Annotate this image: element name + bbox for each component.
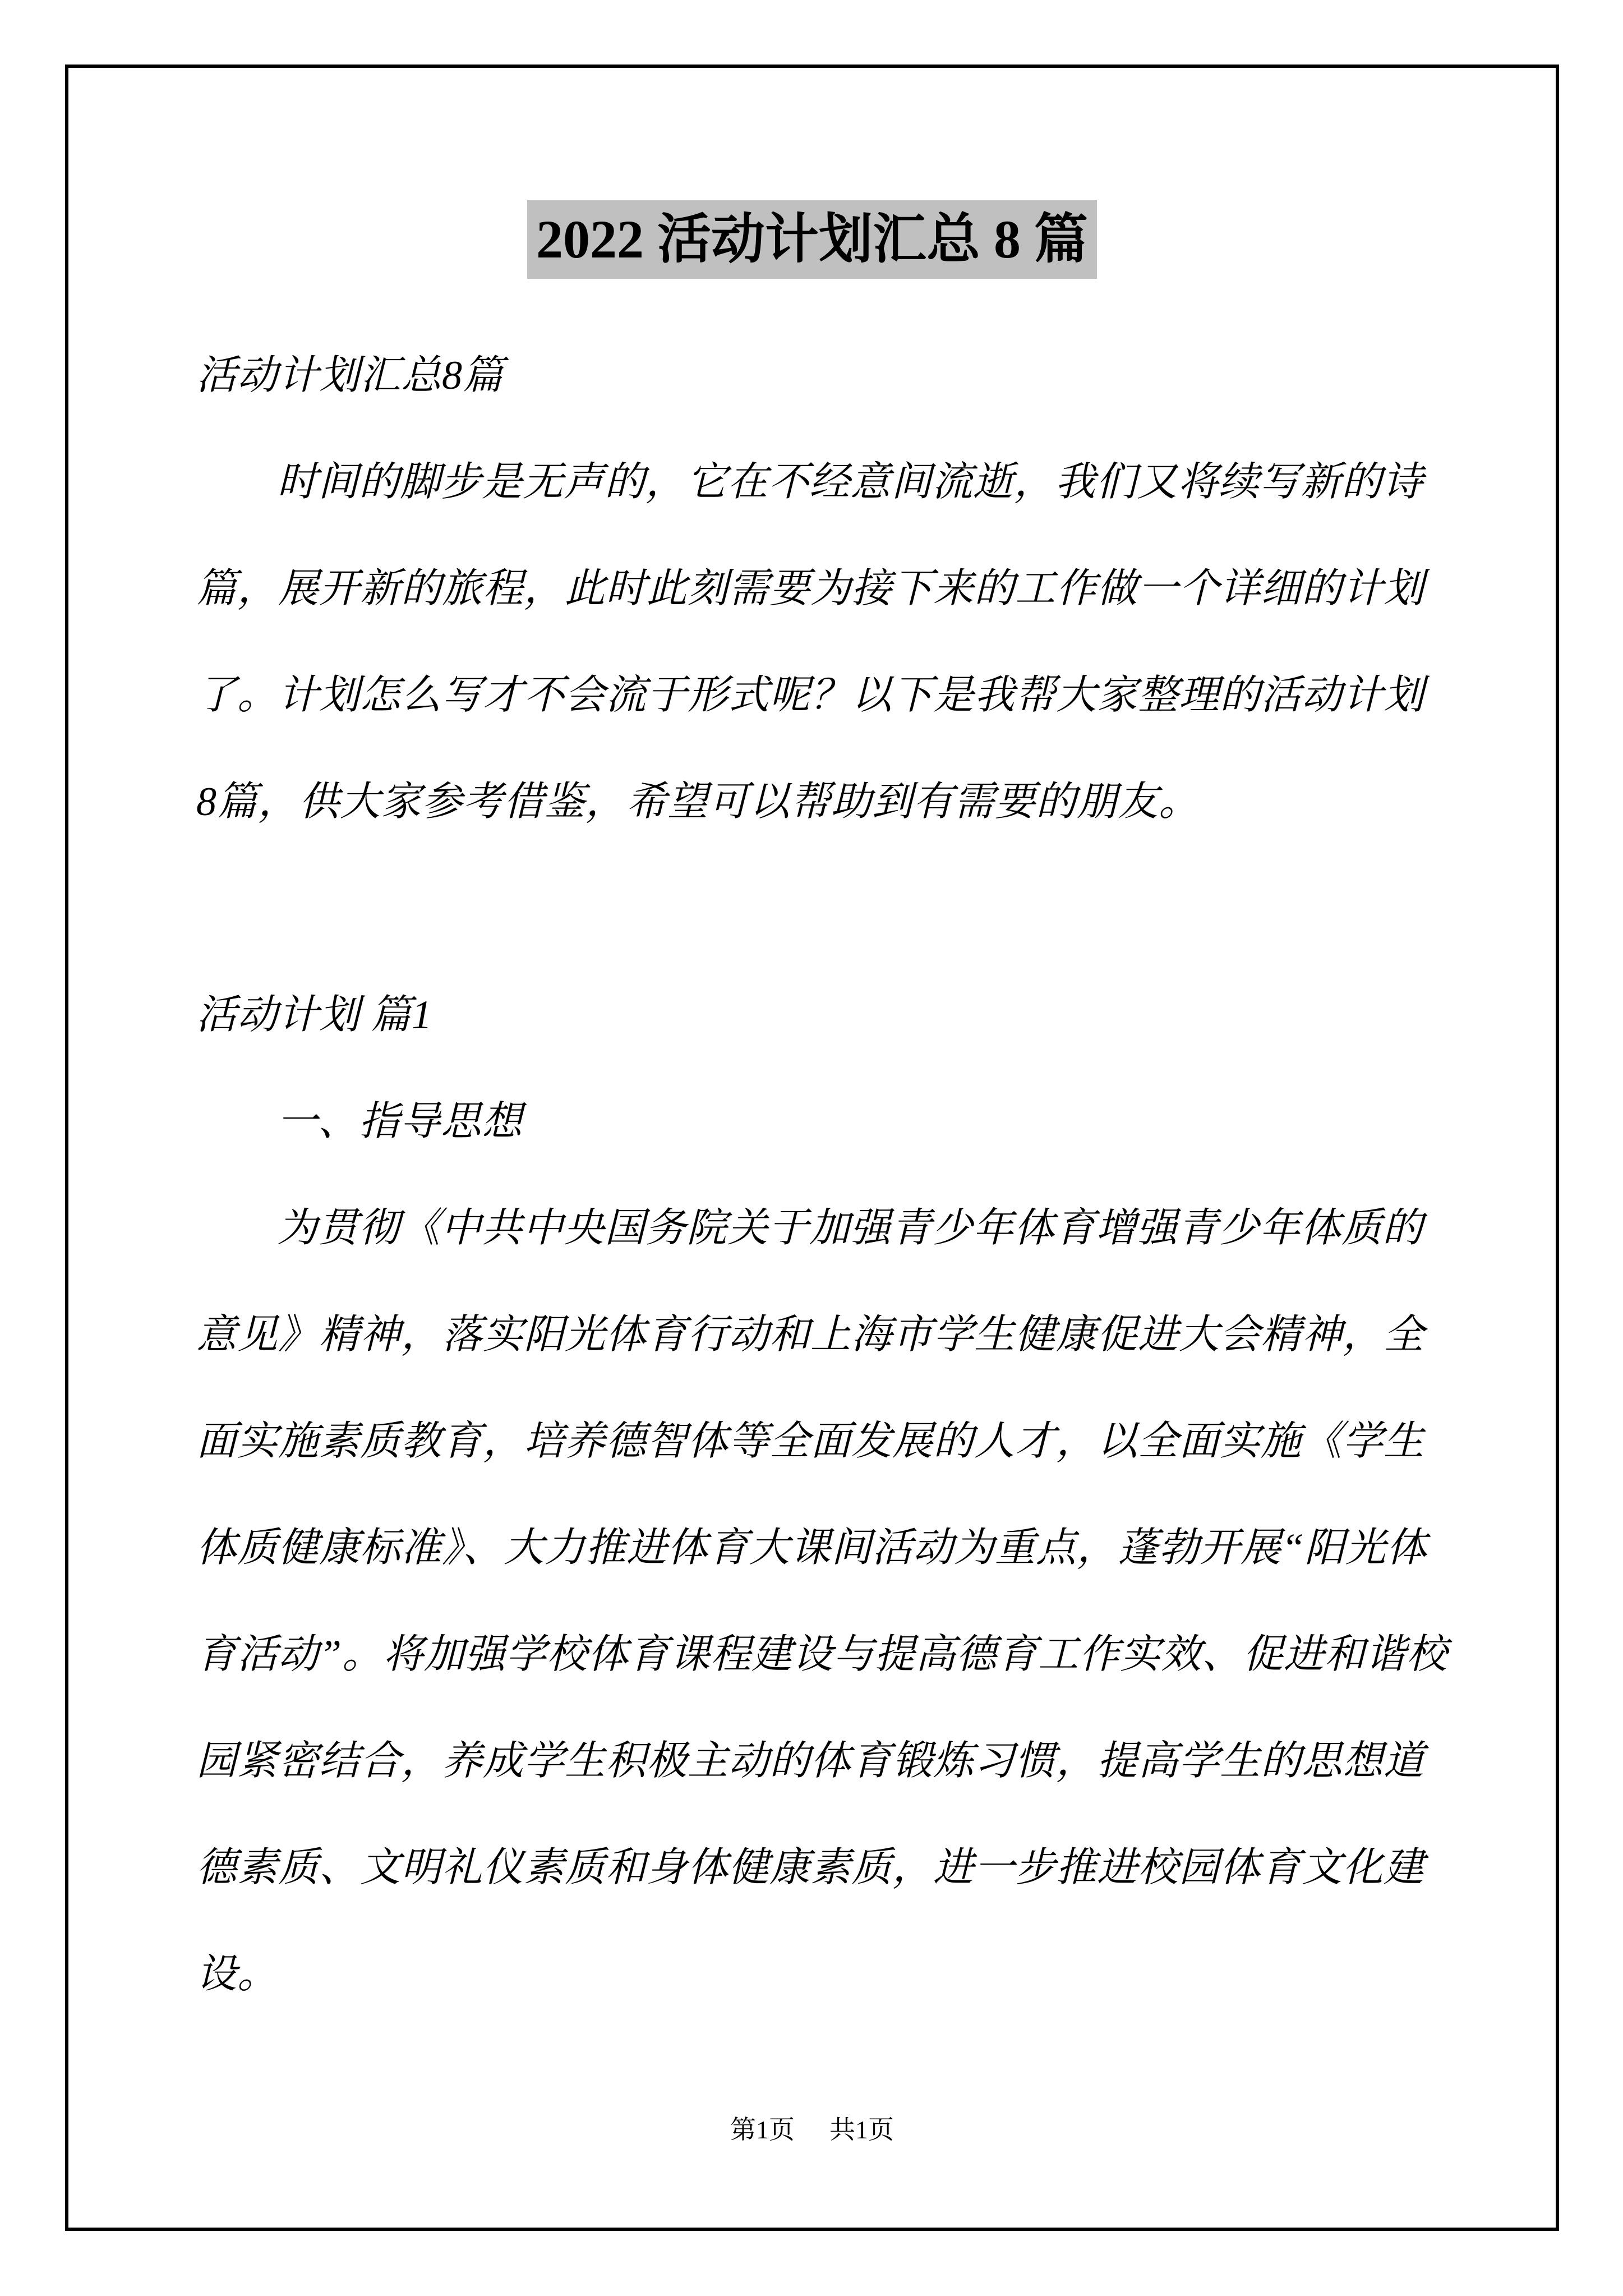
body-line: 时间的脚步是无声的，它在不经意间流逝，我们又将续写新的诗 [277, 459, 1424, 504]
page-border [65, 65, 1559, 2231]
body-line: 德素质、文明礼仪素质和身体健康素质，进一步推进校园体育文化建 [196, 1845, 1425, 1890]
body-line: 篇，展开新的旅程，此时此刻需要为接下来的工作做一个详细的计划 [196, 566, 1425, 611]
body-line: 了。计划怎么写才不会流于形式呢？以下是我帮大家整理的活动计划 [196, 673, 1425, 717]
body-line: 8篇，供大家参考借鉴，希望可以帮助到有需要的朋友。 [196, 779, 1200, 824]
body-line: 活动计划 篇1 [196, 992, 433, 1037]
page-footer [68, 2114, 1556, 2146]
body-line: 意见》精神，落实阳光体育行动和上海市学生健康促进大会精神，全 [196, 1312, 1425, 1357]
footer-page-total: 共1页 [829, 2115, 894, 2144]
title-row [68, 200, 1556, 279]
footer-page-number: 第1页 [730, 2115, 795, 2144]
page-title: 2022 活动计划汇总 8 篇 [527, 200, 1097, 279]
body-line: 设。 [196, 1952, 279, 1996]
body-line: 体质健康标准》、大力推进体育大课间活动为重点，蓬勃开展“阳光体 [196, 1525, 1428, 1570]
body-line [196, 855, 1438, 961]
body-line: 育活动”。将加强学校体育课程建设与提高德育工作实效、促进和谐校 [196, 1632, 1448, 1677]
body-lines [196, 322, 1448, 2027]
body-line: 面实施素质教育，培养德智体等全面发展的人才，以全面实施《学生 [196, 1419, 1425, 1464]
body-line: 为贯彻《中共中央国务院关于加强青少年体育增强青少年体质的 [277, 1205, 1424, 1250]
body-line: 园紧密结合，养成学生积极主动的体育锻炼习惯，提高学生的思想道 [196, 1738, 1425, 1783]
body-line: 活动计划汇总8篇 [196, 353, 504, 398]
body-line: 一、指导思想 [277, 1099, 523, 1144]
